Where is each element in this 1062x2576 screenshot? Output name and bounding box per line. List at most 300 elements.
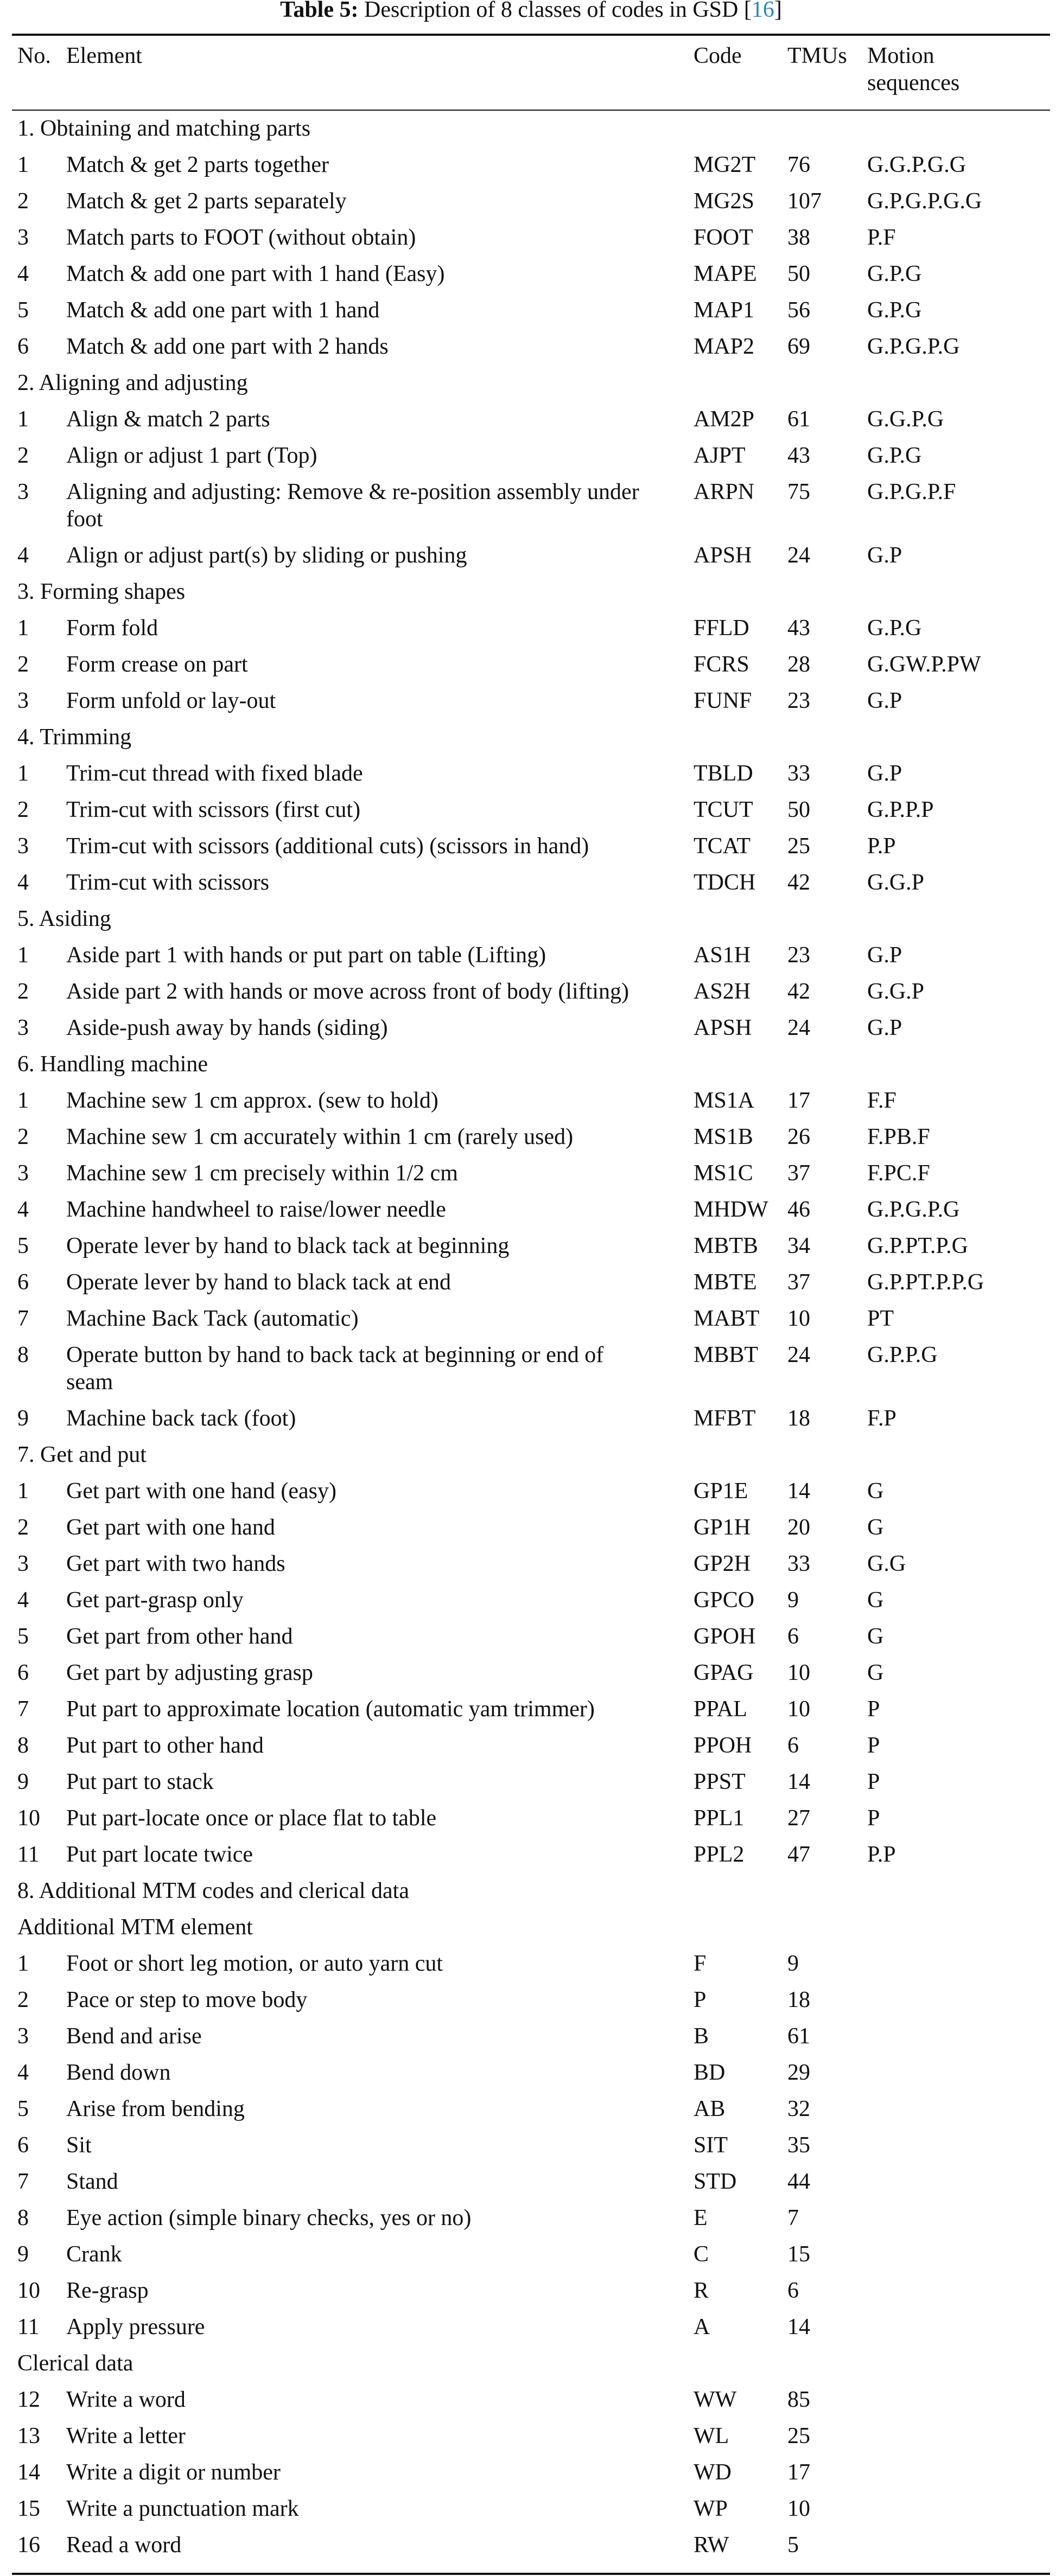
table-row — [0, 1583, 1062, 1620]
row-element-text: Eye action (simple binary checks, yes or no) — [66, 2206, 472, 2230]
section-title: 1. Obtaining and matching parts — [17, 116, 311, 141]
row-element — [66, 1950, 674, 1977]
row-number: 11 — [17, 1842, 40, 1867]
row-element — [66, 2204, 674, 2232]
row-motion-sequence: G.P.G — [867, 616, 922, 641]
row-number: 9 — [17, 1406, 29, 1431]
row-number: 3 — [17, 225, 29, 250]
row-tmus: 14 — [787, 2315, 810, 2340]
row-element-text: Put part to stack — [66, 1769, 214, 1794]
table-row — [0, 2056, 1062, 2092]
row-number: 9 — [17, 1769, 29, 1794]
row-element — [66, 1405, 674, 1432]
row-element-text: Put part to approximate location (automatic yam trimmer) — [66, 1697, 595, 1722]
row-code: TBLD — [694, 761, 753, 786]
table-row — [0, 1084, 1062, 1120]
table-row — [0, 1474, 1062, 1511]
row-code: MS1A — [694, 1088, 755, 1113]
row-tmus: 5 — [787, 2533, 799, 2558]
row-tmus: 10 — [787, 1306, 810, 1331]
row-element — [66, 687, 674, 714]
row-code: PPL2 — [694, 1842, 745, 1867]
row-motion-sequence: G.P — [867, 761, 902, 786]
row-code: GPOH — [694, 1624, 756, 1649]
row-number: 1 — [17, 616, 29, 641]
row-code: GPAG — [694, 1660, 754, 1685]
row-element — [66, 2422, 674, 2450]
row-element-text: Trim-cut with scissors (additional cuts) (scissors in hand) — [66, 834, 589, 859]
row-number: 13 — [17, 2424, 40, 2449]
row-number: 3 — [17, 1015, 29, 1040]
row-motion-sequence: F.PC.F — [867, 1161, 930, 1186]
row-element — [66, 2095, 674, 2123]
row-element-text: Re-grasp — [66, 2278, 149, 2303]
table-row — [0, 2383, 1062, 2419]
citation-link[interactable]: 16 — [751, 0, 774, 22]
row-element — [66, 188, 674, 215]
row-tmus: 23 — [787, 943, 810, 968]
row-code: SIT — [694, 2133, 728, 2158]
caption-text: Description of 8 classes of codes in GSD [ — [358, 0, 752, 22]
row-number: 5 — [17, 1233, 29, 1258]
table-row — [0, 184, 1062, 221]
row-tmus: 17 — [787, 1088, 810, 1113]
row-tmus: 42 — [787, 979, 810, 1004]
row-motion-sequence: P — [867, 1697, 880, 1722]
row-element — [66, 869, 674, 896]
row-element-text: Foot or short leg motion, or auto yarn cut — [66, 1951, 443, 1976]
row-tmus: 37 — [787, 1270, 810, 1295]
row-code: GP2H — [694, 1551, 751, 1576]
row-number: 3 — [17, 834, 29, 859]
row-element — [66, 2495, 674, 2522]
table-row — [0, 1402, 1062, 1438]
row-motion-sequence: G.P — [867, 943, 902, 968]
table-row — [0, 1947, 1062, 1983]
row-element-text: Get part with two hands — [66, 1551, 285, 1576]
row-motion-sequence: G.P.P.P — [867, 797, 934, 822]
section-title: 2. Aligning and adjusting — [17, 370, 248, 395]
row-tmus: 26 — [787, 1124, 810, 1149]
row-motion-sequence: F.F — [867, 1088, 896, 1113]
row-number: 1 — [17, 761, 29, 786]
row-number: 15 — [17, 2496, 40, 2521]
row-number: 2 — [17, 1515, 29, 1540]
row-tmus: 6 — [787, 1733, 799, 1758]
row-tmus: 28 — [787, 652, 810, 677]
row-element — [66, 1587, 674, 1614]
row-motion-sequence: G.P.G.P.G.G — [867, 189, 982, 214]
row-motion-sequence: P — [867, 1733, 880, 1758]
row-tmus: 10 — [787, 1660, 810, 1685]
row-number: 5 — [17, 298, 29, 323]
table-row — [0, 2165, 1062, 2201]
table-row — [0, 1011, 1062, 1047]
section-row — [0, 2347, 1062, 2383]
row-element — [66, 2459, 674, 2486]
table-row — [0, 1729, 1062, 1765]
row-element — [66, 651, 674, 678]
row-element-text: Match parts to FOOT (without obtain) — [66, 225, 416, 250]
row-tmus: 47 — [787, 1842, 810, 1867]
section-title: 5. Asiding — [17, 906, 111, 931]
row-number: 4 — [17, 261, 29, 286]
row-motion-sequence: G — [867, 1588, 884, 1613]
row-element-text-continued: foot — [66, 507, 103, 532]
row-number: 4 — [17, 870, 29, 895]
table-row — [0, 1620, 1062, 1656]
row-element-text: Write a letter — [66, 2424, 186, 2449]
row-number: 4 — [17, 2060, 29, 2085]
row-code: AS1H — [694, 943, 751, 968]
row-element-text: Trim-cut thread with fixed blade — [66, 761, 363, 786]
row-tmus: 76 — [787, 152, 810, 177]
table-row — [0, 866, 1062, 902]
row-element-text: Put part to other hand — [66, 1733, 264, 1758]
row-number: 6 — [17, 334, 29, 359]
row-element-text: Pace or step to move body — [66, 1987, 308, 2012]
row-tmus: 38 — [787, 225, 810, 250]
section-title: 8. Additional MTM codes and clerical data — [17, 1878, 409, 1903]
row-element-text: Get part with one hand (easy) — [66, 1479, 336, 1504]
row-code: MHDW — [694, 1197, 768, 1222]
row-number: 1 — [17, 943, 29, 968]
row-motion-sequence: G.P.G.P.F — [867, 480, 956, 504]
row-element — [66, 1341, 674, 1396]
row-motion-sequence: G.G.P — [867, 979, 925, 1004]
row-element — [66, 1805, 674, 1832]
table-row — [0, 793, 1062, 829]
row-motion-sequence: G.P.G — [867, 261, 922, 286]
row-tmus: 6 — [787, 2278, 799, 2303]
row-tmus: 27 — [787, 1806, 810, 1831]
row-element-text: Match & get 2 parts separately — [66, 189, 347, 214]
row-element — [66, 1732, 674, 1759]
row-number: 5 — [17, 1624, 29, 1649]
row-code: AJPT — [694, 443, 746, 468]
table-row — [0, 2456, 1062, 2492]
table-body — [0, 112, 1062, 2565]
row-tmus: 25 — [787, 2424, 810, 2449]
table-row — [0, 1229, 1062, 1265]
table-row — [0, 2310, 1062, 2347]
row-code: P — [694, 1987, 707, 2012]
section-row — [0, 1438, 1062, 1474]
row-element — [66, 978, 674, 1005]
table-bottom-rule — [12, 2573, 1050, 2575]
row-code: ARPN — [694, 480, 755, 504]
table-row — [0, 402, 1062, 439]
row-number: 1 — [17, 1479, 29, 1504]
row-motion-sequence: P — [867, 1806, 880, 1831]
table-row — [0, 2419, 1062, 2456]
section-row — [0, 1910, 1062, 1947]
row-element — [66, 1123, 674, 1150]
row-tmus: 29 — [787, 2060, 810, 2085]
row-tmus: 69 — [787, 334, 810, 359]
row-element-text: Operate lever by hand to black tack at end — [66, 1270, 451, 1295]
row-motion-sequence: F.P — [867, 1406, 896, 1431]
row-code: A — [694, 2315, 710, 2340]
table-row — [0, 1838, 1062, 1874]
caption-close: ] — [774, 0, 782, 22]
row-element — [66, 260, 674, 287]
row-tmus: 37 — [787, 1161, 810, 1186]
row-tmus: 34 — [787, 1233, 810, 1258]
row-number: 3 — [17, 1551, 29, 1576]
row-element-text: Get part-grasp only — [66, 1588, 244, 1613]
row-tmus: 43 — [787, 616, 810, 641]
row-motion-sequence: P.P — [867, 1842, 896, 1867]
table-row — [0, 684, 1062, 720]
row-code: FOOT — [694, 225, 753, 250]
row-number: 3 — [17, 2024, 29, 2049]
row-code: GP1E — [694, 1479, 748, 1504]
row-element — [66, 151, 674, 178]
row-motion-sequence: G.GW.P.PW — [867, 652, 981, 677]
table-row — [0, 1801, 1062, 1838]
row-element-text: Match & add one part with 1 hand (Easy) — [66, 261, 445, 286]
row-element — [66, 1160, 674, 1187]
row-tmus: 6 — [787, 1624, 799, 1649]
row-code: AS2H — [694, 979, 751, 1004]
row-element — [66, 760, 674, 787]
row-element-text: Aside part 2 with hands or move across front of body (lifting) — [66, 979, 629, 1004]
table-row — [0, 539, 1062, 575]
row-motion-sequence: G.P.G.P.G — [867, 1197, 960, 1222]
row-element-text: Trim-cut with scissors (first cut) — [66, 797, 361, 822]
row-code: PPOH — [694, 1733, 752, 1758]
row-tmus: 14 — [787, 1769, 810, 1794]
table-row — [0, 1983, 1062, 2019]
section-title: 3. Forming shapes — [17, 579, 186, 604]
row-tmus: 61 — [787, 2024, 810, 2049]
row-code: BD — [694, 2060, 726, 2085]
row-element-text: Crank — [66, 2242, 122, 2267]
table-row — [0, 1302, 1062, 1338]
row-code: GP1H — [694, 1515, 751, 1540]
row-tmus: 32 — [787, 2096, 810, 2121]
row-code: MAP2 — [694, 334, 755, 359]
row-tmus: 17 — [787, 2460, 810, 2485]
row-code: C — [694, 2242, 709, 2267]
row-tmus: 85 — [787, 2387, 810, 2412]
row-tmus: 15 — [787, 2242, 810, 2267]
header-no: No. — [17, 43, 51, 68]
header-motion-line2: sequences — [867, 71, 960, 95]
row-code: PPAL — [694, 1697, 747, 1722]
row-tmus: 20 — [787, 1515, 810, 1540]
table-row — [0, 975, 1062, 1011]
row-element — [66, 1232, 674, 1260]
section-row — [0, 1874, 1062, 1910]
table-row — [0, 1265, 1062, 1302]
row-code: MS1B — [694, 1124, 753, 1149]
row-code: MAPE — [694, 261, 757, 286]
row-number: 4 — [17, 1588, 29, 1613]
row-element — [66, 2168, 674, 2195]
row-element — [66, 1478, 674, 1505]
section-title: Clerical data — [17, 2351, 133, 2376]
row-tmus: 10 — [787, 1697, 810, 1722]
row-code: GPCO — [694, 1588, 755, 1613]
row-number: 16 — [17, 2533, 40, 2558]
row-code: FUNF — [694, 688, 752, 713]
row-element-text: Operate lever by hand to black tack at beginning — [66, 1233, 510, 1258]
row-tmus: 7 — [787, 2206, 799, 2230]
row-tmus: 33 — [787, 761, 810, 786]
row-element-text: Apply pressure — [66, 2315, 205, 2340]
row-number: 4 — [17, 543, 29, 568]
row-element-text: Match & add one part with 1 hand — [66, 298, 380, 323]
row-element-text: Machine sew 1 cm precisely within 1/2 cm — [66, 1161, 458, 1186]
row-motion-sequence: G.P — [867, 1015, 902, 1040]
row-tmus: 35 — [787, 2133, 810, 2158]
row-motion-sequence: G.P.PT.P.G — [867, 1233, 968, 1258]
row-tmus: 50 — [787, 261, 810, 286]
row-element — [66, 2532, 674, 2559]
row-tmus: 107 — [787, 189, 822, 214]
row-motion-sequence: G.P.G — [867, 298, 922, 323]
row-motion-sequence: G.G.P.G — [867, 407, 944, 432]
row-element — [66, 796, 674, 823]
row-element — [66, 1841, 674, 1868]
row-number: 1 — [17, 1088, 29, 1113]
row-element — [66, 542, 674, 569]
row-code: F — [694, 1951, 707, 1976]
table-row — [0, 221, 1062, 257]
row-motion-sequence: G — [867, 1624, 884, 1649]
table-row — [0, 2274, 1062, 2310]
row-element — [66, 2241, 674, 2268]
row-tmus: 44 — [787, 2169, 810, 2194]
table-row — [0, 1338, 1062, 1402]
row-motion-sequence: P.F — [867, 225, 896, 250]
row-element-text: Arise from bending — [66, 2096, 245, 2121]
table-row — [0, 1193, 1062, 1229]
section-title: 4. Trimming — [17, 725, 132, 750]
row-element — [66, 1550, 674, 1577]
row-number: 11 — [17, 2315, 40, 2340]
row-element-text: Match & add one part with 2 hands — [66, 334, 389, 359]
header-motion-sequences — [867, 42, 959, 97]
row-number: 2 — [17, 652, 29, 677]
row-motion-sequence: G.P.P.G — [867, 1343, 938, 1367]
row-element — [66, 1623, 674, 1650]
row-code: MABT — [694, 1306, 760, 1331]
row-tmus: 46 — [787, 1197, 810, 1222]
row-number: 6 — [17, 1270, 29, 1295]
table-row — [0, 439, 1062, 475]
row-number: 1 — [17, 407, 29, 432]
row-element-text: Form crease on part — [66, 652, 248, 677]
row-element — [66, 1196, 674, 1223]
section-title: 6. Handling machine — [17, 1052, 208, 1077]
row-number: 7 — [17, 1697, 29, 1722]
row-element-text-continued: seam — [66, 1370, 113, 1395]
table-row — [0, 475, 1062, 539]
row-code: WW — [694, 2387, 737, 2412]
table-row — [0, 2128, 1062, 2165]
row-element — [66, 1514, 674, 1541]
row-number: 3 — [17, 688, 29, 713]
row-tmus: 14 — [787, 1479, 810, 1504]
row-tmus: 9 — [787, 1588, 799, 1613]
row-element-text: Bend down — [66, 2060, 171, 2085]
table-row — [0, 611, 1062, 648]
row-tmus: 43 — [787, 443, 810, 468]
row-number: 6 — [17, 2133, 29, 2158]
row-element-text: Put part-locate once or place flat to table — [66, 1806, 437, 1831]
row-motion-sequence: G.G — [867, 1551, 906, 1576]
row-number: 2 — [17, 1987, 29, 2012]
row-code: APSH — [694, 543, 752, 568]
row-code: FCRS — [694, 652, 749, 677]
row-element-text: Put part locate twice — [66, 1842, 253, 1867]
row-element-text: Align or adjust 1 part (Top) — [66, 443, 317, 468]
row-number: 10 — [17, 2278, 40, 2303]
table-row — [0, 2492, 1062, 2528]
row-element — [66, 1768, 674, 1795]
row-code: MBBT — [694, 1343, 759, 1367]
table-row — [0, 2201, 1062, 2238]
row-code: RW — [694, 2533, 729, 2558]
row-code: AB — [694, 2096, 726, 2121]
row-number: 10 — [17, 1806, 40, 1831]
row-motion-sequence: G — [867, 1515, 884, 1540]
header-element: Element — [66, 43, 142, 68]
row-motion-sequence: G.P — [867, 688, 902, 713]
section-row — [0, 112, 1062, 148]
row-tmus: 23 — [787, 688, 810, 713]
row-number: 4 — [17, 1197, 29, 1222]
row-code: WD — [694, 2460, 732, 2485]
row-element — [66, 615, 674, 642]
row-element — [66, 1087, 674, 1114]
table-header-rule — [12, 110, 1050, 111]
row-number: 3 — [17, 1161, 29, 1186]
table-row — [0, 938, 1062, 975]
row-motion-sequence: PT — [867, 1306, 894, 1331]
row-code: MG2S — [694, 189, 755, 214]
row-element — [66, 1986, 674, 2014]
table-row — [0, 1656, 1062, 1692]
section-title: Additional MTM element — [17, 1915, 253, 1940]
row-element-text: Machine sew 1 cm approx. (sew to hold) — [66, 1088, 438, 1113]
section-title: 7. Get and put — [17, 1442, 147, 1467]
row-element-text: Get part from other hand — [66, 1624, 293, 1649]
row-element-text: Align or adjust part(s) by sliding or pushing — [66, 543, 467, 568]
row-code: TDCH — [694, 870, 756, 895]
row-code: WL — [694, 2424, 729, 2449]
row-tmus: 50 — [787, 797, 810, 822]
row-code: MFBT — [694, 1406, 756, 1431]
row-element — [66, 942, 674, 969]
table-row — [0, 2019, 1062, 2056]
row-code: STD — [694, 2169, 737, 2194]
table-row — [0, 2528, 1062, 2565]
row-element-text: Get part by adjusting grasp — [66, 1660, 313, 1685]
row-element-text: Operate button by hand to back tack at beginning or end of — [66, 1343, 604, 1367]
row-number: 2 — [17, 1124, 29, 1149]
row-element-text: Write a digit or number — [66, 2460, 281, 2485]
row-tmus: 24 — [787, 1015, 810, 1040]
row-element — [66, 2132, 674, 2159]
row-element-text: Aside-push away by hands (siding) — [66, 1015, 388, 1040]
table-row — [0, 1765, 1062, 1801]
row-number: 1 — [17, 152, 29, 177]
row-code: TCAT — [694, 834, 751, 859]
